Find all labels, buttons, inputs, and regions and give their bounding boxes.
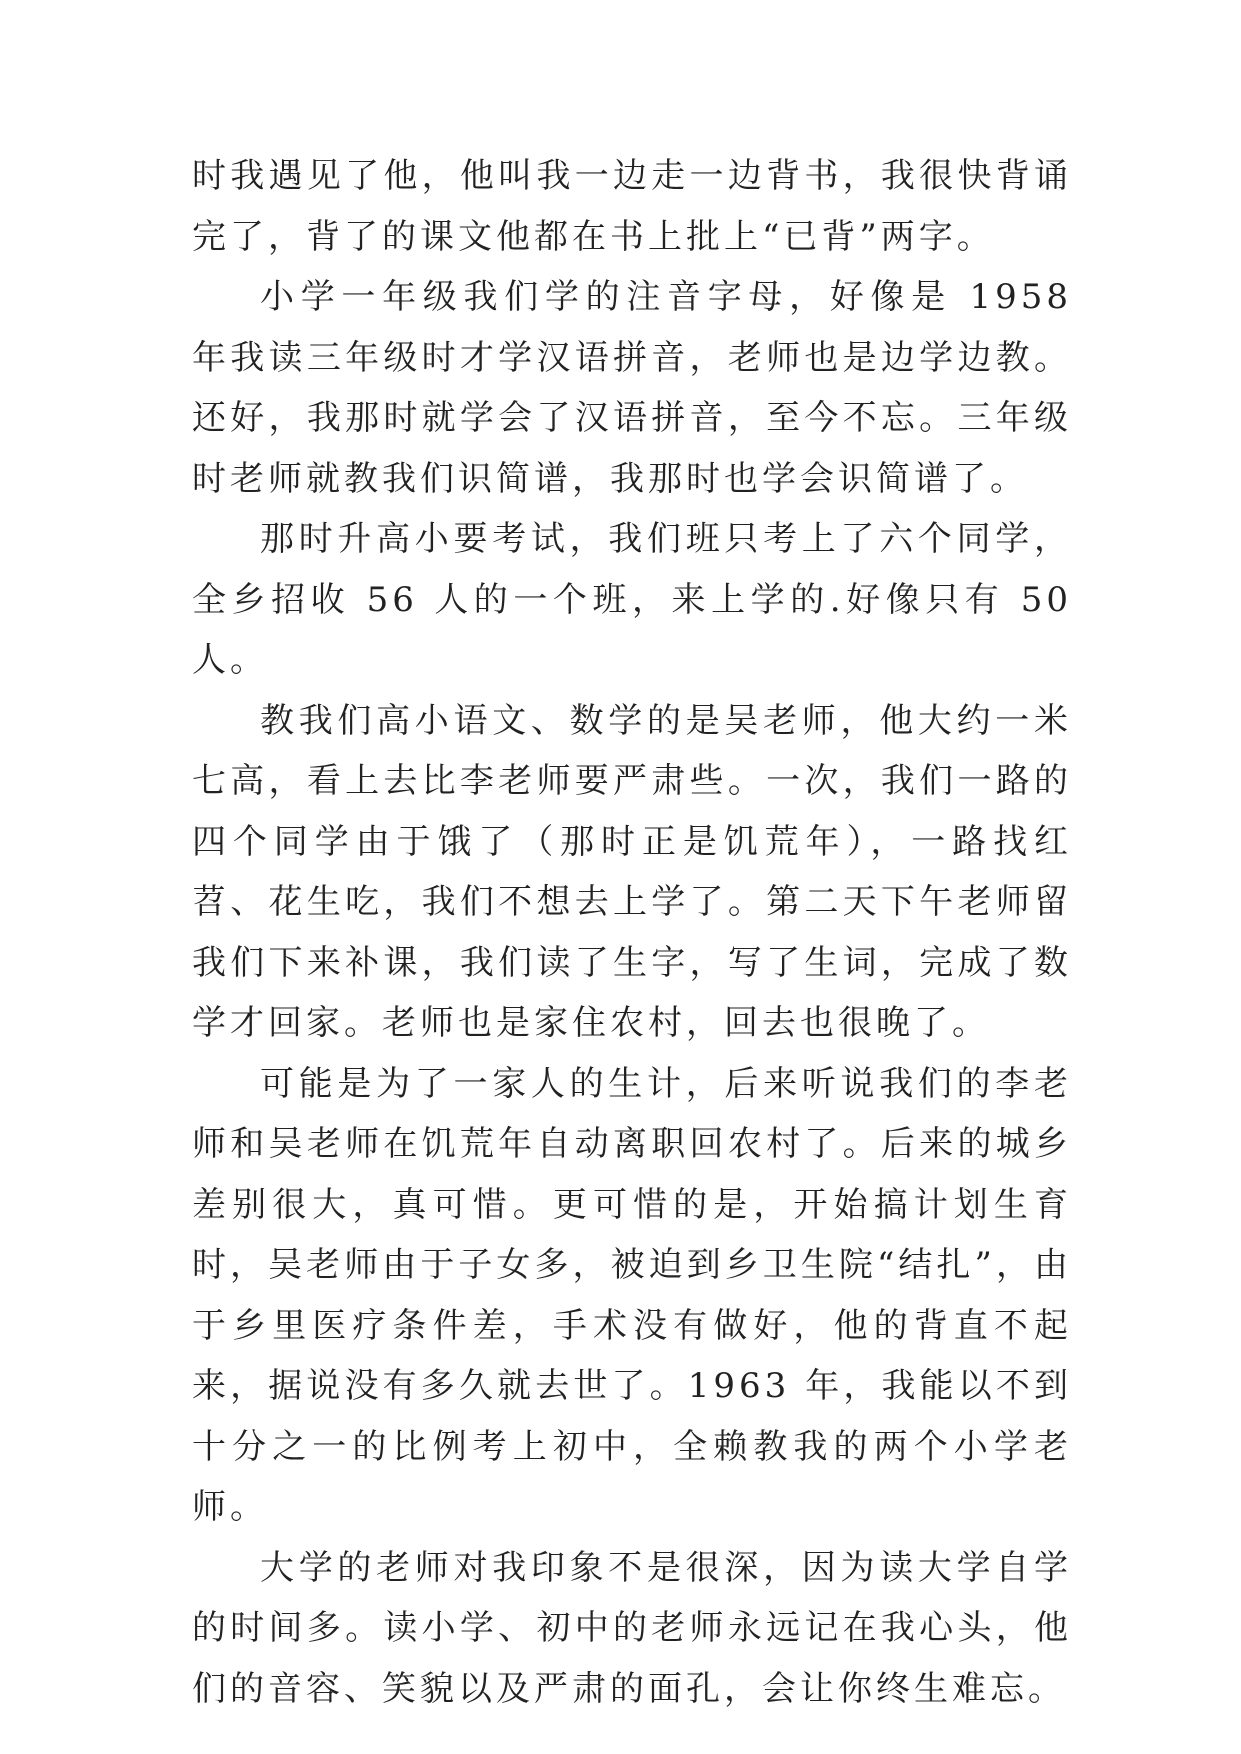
paragraph: 大学的老师对我印象不是很深，因为读大学自学的时间多。读小学、初中的老师永远记在我心头，他们的音容、笑貌以及严肃的面孔，会让你终生难忘。	[192, 1547, 1072, 1709]
paragraph: 可能是为了一家人的生计，后来听说我们的李老师和吴老师在饥荒年自动离职回农村了。后来的城乡差别很大，真可惜。更可惜的是，开始搞计划生育时，吴老师由于子女多，被迫到乡卫生院“结扎”，由于乡里医疗条件差，手术没有做好，他的背直不起来，据说没有多久就去世了。1963 年，我能以不到十分之一的比例考上初中，全赖教我的两个小学老师。	[192, 1063, 1072, 1527]
document-body	[192, 146, 1072, 1719]
paragraph: 教我们高小语文、数学的是吴老师，他大约一米七高，看上去比李老师要严肃些。一次，我们一路的四个同学由于饿了（那时正是饥荒年），一路找红苕、花生吃，我们不想去上学了。第二天下午老师留我们下来补课，我们读了生字，写了生词，完成了数学才回家。老师也是家住农村，回去也很晚了。	[192, 700, 1072, 1043]
paragraph: 时我遇见了他，他叫我一边走一边背书，我很快背诵完了，背了的课文他都在书上批上“已背”两字。	[192, 156, 1072, 257]
paragraph: 小学一年级我们学的注音字母，好像是 1958 年我读三年级时才学汉语拼音，老师也是边学边教。还好，我那时就学会了汉语拼音，至今不忘。三年级时老师就教我们识简谱，我那时也学会识简谱了。	[192, 277, 1072, 499]
paragraph: 那时升高小要考试，我们班只考上了六个同学，全乡招收 56 人的一个班，来上学的.好像只有 50 人。	[192, 519, 1072, 680]
